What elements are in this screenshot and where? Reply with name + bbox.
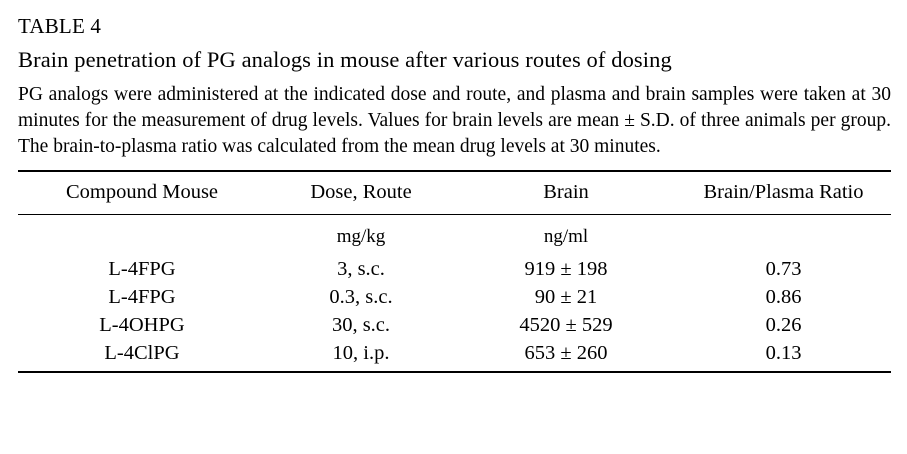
table-row	[18, 283, 891, 311]
cell-brain: 653 ± 260	[524, 341, 608, 364]
cell-ratio: 0.13	[765, 341, 802, 364]
column-header-dose-route: Dose, Route	[310, 181, 412, 204]
table-body	[18, 215, 891, 372]
column-header-compound: Compound Mouse	[65, 181, 219, 204]
cell-ratio: 0.73	[765, 257, 802, 280]
table-header	[18, 171, 891, 215]
cell-ratio: 0.26	[765, 313, 802, 336]
data-table	[18, 170, 891, 373]
table-row	[18, 311, 891, 339]
units-row	[18, 215, 891, 256]
cell-compound: L-4ClPG	[104, 341, 180, 364]
table-row	[18, 339, 891, 372]
table-row	[18, 255, 891, 283]
units-dose: mg/kg	[336, 226, 386, 248]
cell-ratio: 0.86	[765, 285, 802, 308]
units-compound	[18, 215, 266, 256]
cell-brain: 90 ± 21	[534, 285, 598, 308]
cell-brain: 4520 ± 529	[519, 313, 613, 336]
cell-compound: L-4OHPG	[99, 313, 185, 336]
column-header-brain-plasma-ratio: Brain/Plasma Ratio	[703, 181, 864, 204]
cell-dose-route: 30, s.c.	[331, 313, 391, 336]
cell-compound: L-4FPG	[108, 285, 176, 308]
cell-dose-route: 3, s.c.	[337, 257, 385, 280]
header-row	[18, 171, 891, 215]
column-header-brain: Brain	[543, 181, 589, 204]
table-title: Brain penetration of PG analogs in mouse after various routes of dosing	[18, 46, 672, 72]
cell-dose-route: 0.3, s.c.	[329, 285, 393, 308]
cell-dose-route: 10, i.p.	[332, 341, 390, 364]
cell-brain: 919 ± 198	[524, 257, 608, 280]
cell-compound: L-4FPG	[108, 257, 176, 280]
table-caption: PG analogs were administered at the indicated dose and route, and plasma and brain samples were taken at 30 minutes for the measurement of drug levels. Values for brain levels are mean ± S.D. of three animals per group. The brain-to-plasma ratio was calculated from the mean drug levels at 30 minutes.	[18, 84, 891, 157]
units-brain: ng/ml	[543, 226, 589, 248]
units-ratio	[676, 215, 891, 256]
table-label: TABLE 4	[18, 14, 102, 38]
